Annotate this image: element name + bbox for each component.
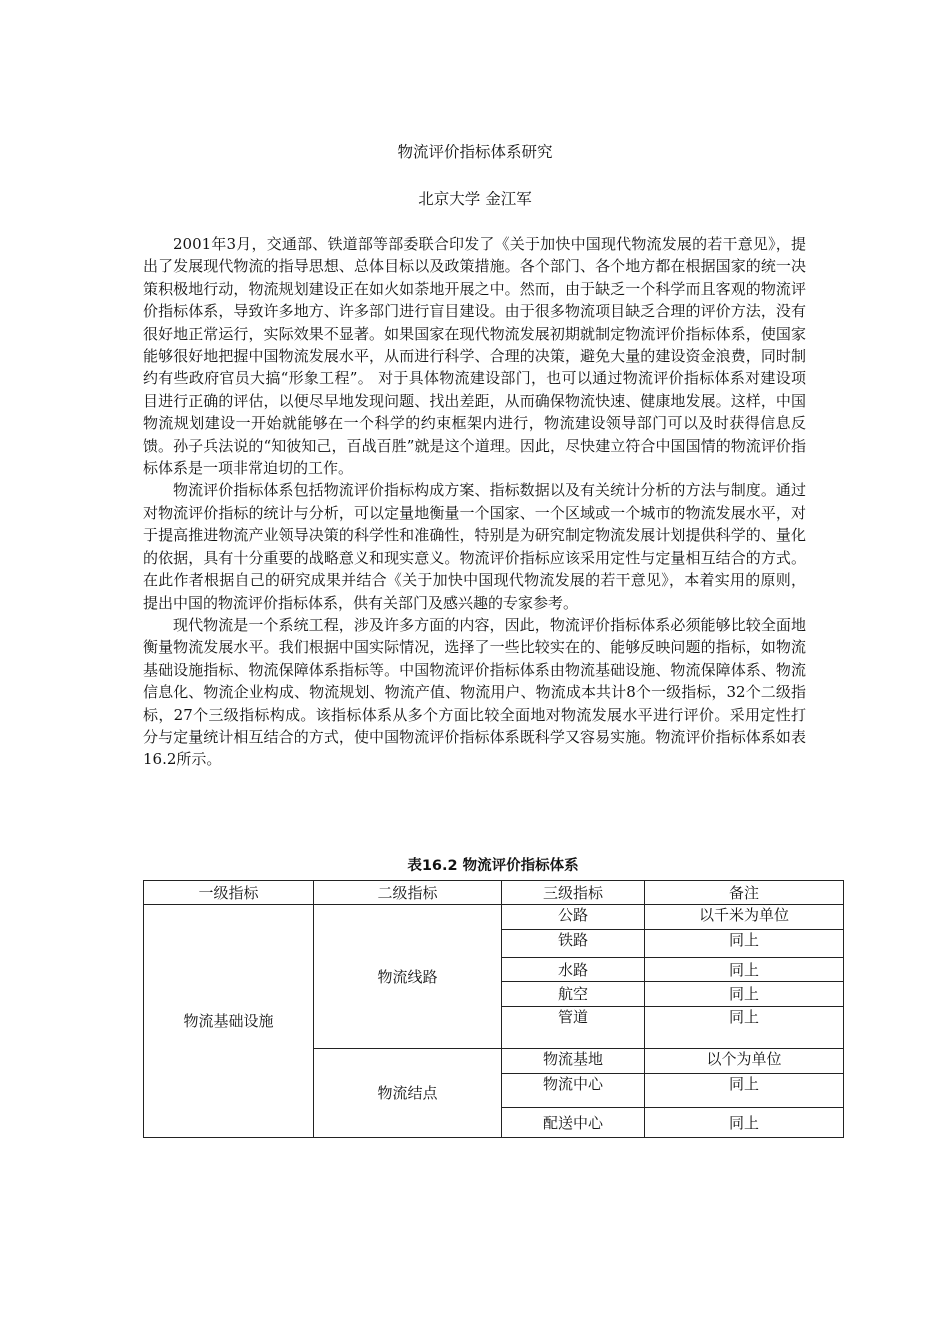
note-cell: 以个为单位 [645, 1049, 844, 1074]
level3-cell: 管道 [502, 1007, 645, 1049]
note-cell: 同上 [645, 1074, 844, 1108]
level2-cell-route: 物流线路 [314, 905, 502, 1049]
paragraph-1: 2001年3月，交通部、铁道部等部委联合印发了《关于加快中国现代物流发展的若干意见》，提出了发展现代物流的指导思想、总体目标以及政策措施。各个部门、各个地方都在根据国家的统一决策积极地行动，物流规划建设正在如火如荼地开展之中。然而，由于缺乏一个科学而且客观的物流评价指标体系，导致许多地方、许多部门进行盲目建设。由于很多物流项目缺乏合理的评价方法，没有很好地正常运行，实际效果不显著。如果国家在现代物流发展初期就制定物流评价指标体系，使国家能够很好地把握中国物流发展水平，从而进行科学、合理的决策，避免大量的建设资金浪费，同时制约有些政府官员大搞“形象工程”。 对于具体物流建设部门，也可以通过物流评价指标体系对建设项目进行正确的评估，以便尽早地发现问题、找出差距，从而确保物流快速、健康地发展。这样，中国物流规划建设一开始就能够在一个科学的约束框架内进行，物流建设领导部门可以及时获得信息反馈。孙子兵法说的“知彼知己，百战百胜”就是这个道理。因此，尽快建立符合中国国情的物流评价指标体系是一项非常迫切的工作。 [143, 235, 806, 478]
header-level3: 三级指标 [502, 881, 645, 905]
header-level2: 二级指标 [314, 881, 502, 905]
level3-cell: 公路 [502, 905, 645, 930]
header-note: 备注 [645, 881, 844, 905]
note-cell: 以千米为单位 [645, 905, 844, 930]
level3-cell: 水路 [502, 958, 645, 982]
table-caption: 表16.2 物流评价指标体系 [407, 858, 579, 874]
level3-cell: 配送中心 [502, 1108, 645, 1138]
level3-cell: 物流中心 [502, 1074, 645, 1108]
table-row [144, 905, 844, 930]
level1-cell: 物流基础设施 [144, 905, 314, 1138]
note-cell: 同上 [645, 1007, 844, 1049]
note-cell: 同上 [645, 930, 844, 958]
metrics-table [143, 880, 844, 1138]
level3-cell: 物流基地 [502, 1049, 645, 1074]
paragraph-2: 物流评价指标体系包括物流评价指标构成方案、指标数据以及有关统计分析的方法与制度。通过对物流评价指标的统计与分析，可以定量地衡量一个国家、一个区域或一个城市的物流发展水平，对于提高推进物流产业领导决策的科学性和准确性，特别是为研究制定物流发展计划提供科学的、量化的依据，具有十分重要的战略意义和现实意义。物流评价指标应该采用定性与定量相互结合的方式。在此作者根据自己的研究成果并结合《关于加快中国现代物流发展的若干意见》，本着实用的原则，提出中国的物流评价指标体系，供有关部门及感兴趣的专家参考。 [143, 481, 806, 612]
body-text [143, 233, 806, 771]
table-header-row [144, 881, 844, 905]
note-cell: 同上 [645, 958, 844, 982]
note-cell: 同上 [645, 982, 844, 1007]
document-author: 北京大学 金江军 [418, 190, 532, 208]
document-title: 物流评价指标体系研究 [397, 143, 553, 161]
paragraph-3: 现代物流是一个系统工程，涉及许多方面的内容，因此，物流评价指标体系必须能够比较全面地衡量物流发展水平。我们根据中国实际情况，选择了一些比较实在的、能够反映问题的指标，如物流基础设施指标、物流保障体系指标等。中国物流评价指标体系由物流基础设施、物流保障体系、物流信息化、物流企业构成、物流规划、物流产值、物流用户、物流成本共计8个一级指标，32个二级指标，27个三级指标构成。该指标体系从多个方面比较全面地对物流发展水平进行评价。采用定性打分与定量统计相互结合的方式，使中国物流评价指标体系既科学又容易实施。物流评价指标体系如表16.2所示。 [143, 615, 806, 769]
level2-cell-node: 物流结点 [314, 1049, 502, 1138]
header-level1: 一级指标 [144, 881, 314, 905]
note-cell: 同上 [645, 1108, 844, 1138]
level3-cell: 铁路 [502, 930, 645, 958]
level3-cell: 航空 [502, 982, 645, 1007]
